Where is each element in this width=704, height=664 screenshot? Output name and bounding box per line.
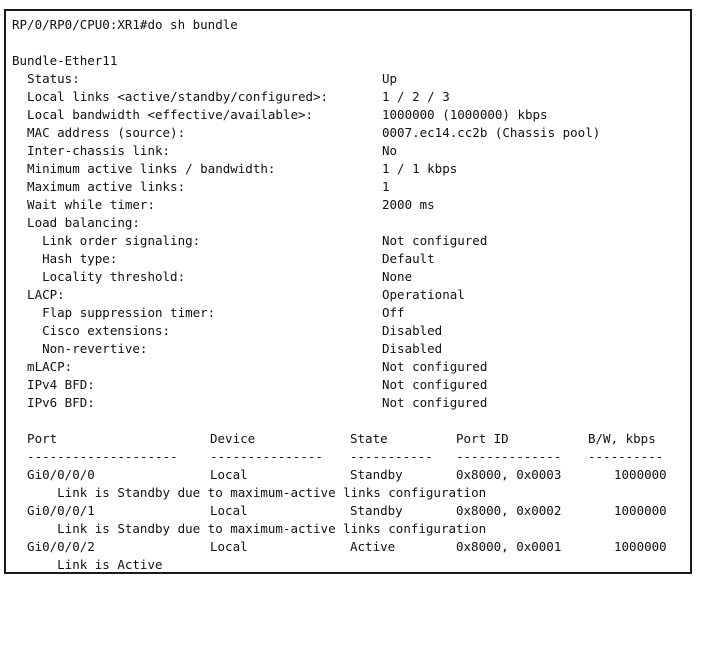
field-row bbox=[12, 340, 443, 358]
separator: -------------------- bbox=[12, 449, 178, 464]
port-id: 0x8000, 0x0003 bbox=[456, 467, 562, 482]
field-row bbox=[12, 196, 435, 214]
field-row bbox=[12, 232, 488, 250]
field-row bbox=[12, 358, 488, 376]
separator: -------------- bbox=[456, 449, 562, 464]
field-row bbox=[12, 376, 488, 394]
port-state: Standby bbox=[350, 503, 403, 518]
table-row bbox=[12, 502, 667, 520]
field-row bbox=[12, 178, 390, 196]
field-value: None bbox=[382, 269, 413, 284]
header-port: Port bbox=[12, 431, 58, 446]
separator: --------------- bbox=[210, 449, 323, 464]
port-bandwidth: 1000000 bbox=[614, 539, 667, 554]
port-note: Link is Standby due to maximum-active links configuration bbox=[12, 485, 487, 500]
field-label: Load balancing: bbox=[12, 215, 140, 230]
port-name: Gi0/0/0/2 bbox=[12, 539, 95, 554]
field-row bbox=[12, 322, 443, 340]
port-name: Gi0/0/0/0 bbox=[12, 467, 95, 482]
table-row bbox=[12, 538, 667, 556]
header-state: State bbox=[350, 431, 388, 446]
port-bandwidth: 1000000 bbox=[614, 503, 667, 518]
field-row bbox=[12, 214, 140, 232]
table-row bbox=[12, 466, 667, 484]
port-note: Link is Standby due to maximum-active links configuration bbox=[12, 521, 487, 536]
field-row bbox=[12, 394, 488, 412]
field-value: No bbox=[382, 143, 398, 158]
port-bandwidth: 1000000 bbox=[614, 467, 667, 482]
header-port-id: Port ID bbox=[456, 431, 509, 446]
field-value: 1 / 2 / 3 bbox=[382, 89, 450, 104]
field-label: Locality threshold: bbox=[12, 269, 186, 284]
field-row bbox=[12, 286, 465, 304]
field-row bbox=[12, 304, 405, 322]
field-row bbox=[12, 88, 450, 106]
field-label: Flap suppression timer: bbox=[12, 305, 216, 320]
table-header bbox=[12, 430, 656, 448]
field-row bbox=[12, 70, 398, 88]
field-value: 1 / 1 kbps bbox=[382, 161, 458, 176]
field-label: mLACP: bbox=[12, 359, 73, 374]
field-label: Link order signaling: bbox=[12, 233, 201, 248]
port-note: Link is Active bbox=[12, 557, 163, 572]
field-label: IPv4 BFD: bbox=[12, 377, 95, 392]
port-device: Local bbox=[210, 503, 248, 518]
header-bandwidth: B/W, kbps bbox=[588, 431, 656, 446]
field-row bbox=[12, 142, 398, 160]
field-value: 2000 ms bbox=[382, 197, 435, 212]
bundle-name: Bundle-Ether11 bbox=[12, 53, 118, 68]
field-label: Maximum active links: bbox=[12, 179, 186, 194]
field-label: Non-revertive: bbox=[12, 341, 148, 356]
field-label: MAC address (source): bbox=[12, 125, 186, 140]
port-id: 0x8000, 0x0001 bbox=[456, 539, 562, 554]
field-value: Up bbox=[382, 71, 398, 86]
field-label: IPv6 BFD: bbox=[12, 395, 95, 410]
field-row bbox=[12, 106, 548, 124]
field-value: Not configured bbox=[382, 233, 488, 248]
field-label: Local bandwidth <effective/available>: bbox=[12, 107, 314, 122]
field-row bbox=[12, 250, 435, 268]
port-state: Standby bbox=[350, 467, 403, 482]
field-label: Wait while timer: bbox=[12, 197, 155, 212]
field-value: 0007.ec14.cc2b (Chassis pool) bbox=[382, 125, 601, 140]
field-label: Hash type: bbox=[12, 251, 118, 266]
port-device: Local bbox=[210, 539, 248, 554]
field-row bbox=[12, 160, 458, 178]
port-name: Gi0/0/0/1 bbox=[12, 503, 95, 518]
field-row bbox=[12, 124, 601, 142]
field-value: Off bbox=[382, 305, 405, 320]
terminal-window[interactable] bbox=[4, 9, 692, 574]
field-value: Not configured bbox=[382, 377, 488, 392]
field-value: Operational bbox=[382, 287, 465, 302]
command-prompt: RP/0/RP0/CPU0:XR1#do sh bundle bbox=[12, 17, 238, 32]
field-label: Inter-chassis link: bbox=[12, 143, 171, 158]
port-device: Local bbox=[210, 467, 248, 482]
field-label: Local links <active/standby/configured>: bbox=[12, 89, 329, 104]
field-label: Cisco extensions: bbox=[12, 323, 171, 338]
separator: ----------- bbox=[350, 449, 433, 464]
field-value: 1000000 (1000000) kbps bbox=[382, 107, 548, 122]
field-value: Disabled bbox=[382, 341, 443, 356]
field-label: LACP: bbox=[12, 287, 65, 302]
port-state: Active bbox=[350, 539, 396, 554]
header-device: Device bbox=[210, 431, 256, 446]
table-separator bbox=[12, 448, 664, 466]
field-value: Default bbox=[382, 251, 435, 266]
field-value: Not configured bbox=[382, 395, 488, 410]
field-value: Disabled bbox=[382, 323, 443, 338]
field-row bbox=[12, 268, 413, 286]
port-id: 0x8000, 0x0002 bbox=[456, 503, 562, 518]
field-value: Not configured bbox=[382, 359, 488, 374]
field-value: 1 bbox=[382, 179, 390, 194]
field-label: Minimum active links / bandwidth: bbox=[12, 161, 276, 176]
separator: ---------- bbox=[588, 449, 664, 464]
field-label: Status: bbox=[12, 71, 80, 86]
